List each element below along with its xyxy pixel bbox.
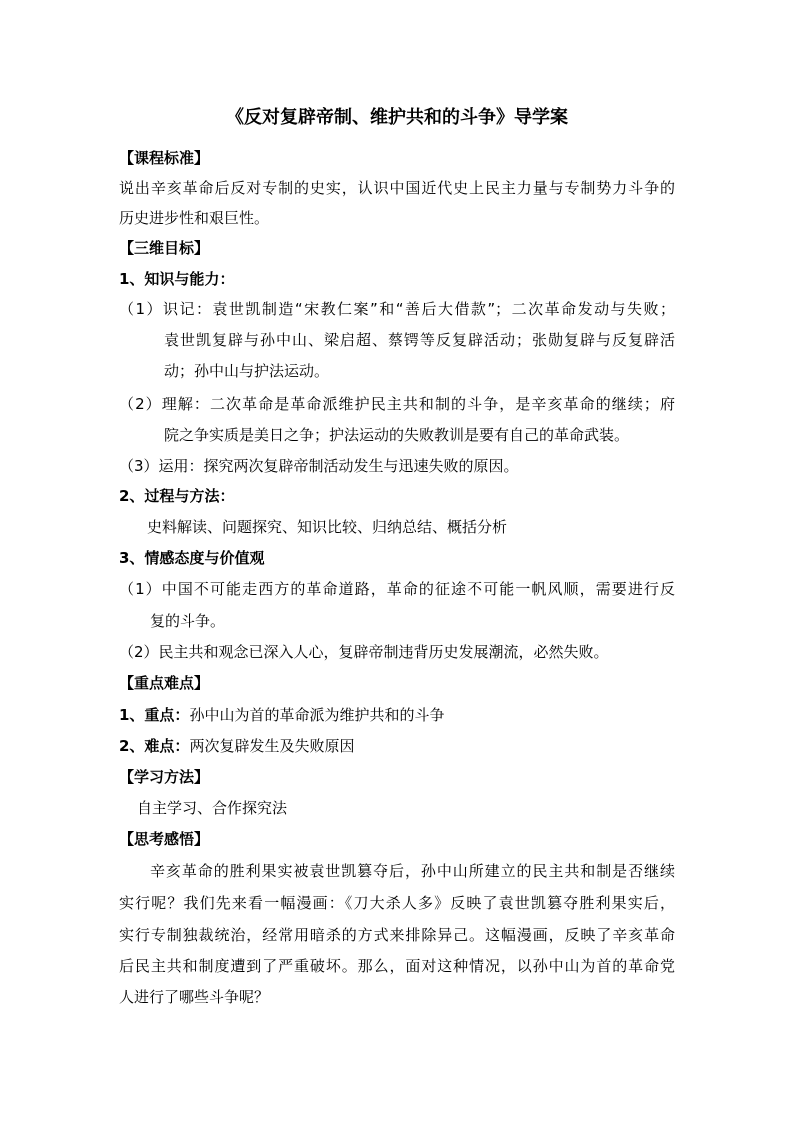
section-heading-standard: 【课程标准】 (119, 149, 210, 167)
difficulty-label: 2、难点： (119, 737, 190, 755)
standard-text-line: 历史进步性和艰巨性。 (119, 209, 270, 227)
goal-item-text: 复的斗争。 (150, 612, 226, 630)
goal-heading-process: 2、过程与方法： (119, 487, 235, 505)
process-methods-text: 史料解读、问题探究、知识比较、归纳总结、概括分析 (147, 518, 508, 536)
reflect-paragraph-line: 辛亥革命的胜利果实被袁世凯篡夺后，孙中山所建立的民主共和制是否继续 (150, 862, 675, 880)
section-heading-goals: 【三维目标】 (119, 239, 210, 257)
goal-item-text: （2）理解：二次革命是革命派维护民主共和制的斗争，是辛亥革命的继续；府 (119, 395, 675, 413)
reflect-paragraph-line: 后民主共和制度遭到了严重破坏。那么，面对这种情况，以孙中山为首的革命党 (119, 957, 675, 975)
section-heading-keys: 【重点难点】 (119, 674, 210, 692)
reflect-paragraph-line: 实行呢？我们先来看一幅漫画：《刀大杀人多》反映了袁世凯篡夺胜利果实后， (119, 894, 675, 912)
standard-text-line: 说出辛亥革命后反对专制的史实，认识中国近代史上民主力量与专制势力斗争的 (119, 179, 675, 197)
key-point-line (119, 705, 444, 725)
goal-heading-emotion: 3、情感态度与价值观 (119, 549, 265, 567)
goal-heading-knowledge: 1、知识与能力： (119, 270, 235, 288)
goal-item-text: 动；孙中山与护法运动。 (164, 362, 330, 380)
goal-item-text: 院之争实质是美日之争；护法运动的失败教训是要有自己的革命武装。 (164, 426, 630, 444)
goal-item-text: （2）民主共和观念已深入人心，复辟帝制违背历史发展潮流，必然失败。 (119, 643, 609, 661)
method-text: 自主学习、合作探究法 (137, 799, 288, 817)
goal-item-text: （3）运用：探究两次复辟帝制活动发生与迅速失败的原因。 (119, 457, 519, 475)
goal-item-text: （1）识记：袁世凯制造“宋教仁案”和“善后大借款”；二次革命发动与失败； (119, 300, 675, 318)
key-point-text: 孙中山为首的革命派为维护共和的斗争 (189, 706, 445, 724)
reflect-paragraph-line: 人进行了哪些斗争呢？ (119, 988, 270, 1006)
goal-item-text: 袁世凯复辟与孙中山、梁启超、蔡锷等反复辟活动；张勋复辟与反复辟活 (164, 331, 675, 349)
difficulty-line (119, 736, 354, 756)
difficulty-text: 两次复辟发生及失败原因 (189, 737, 355, 755)
section-heading-reflect: 【思考感悟】 (119, 830, 210, 848)
key-point-label: 1、重点： (119, 706, 190, 724)
section-heading-method: 【学习方法】 (119, 768, 210, 786)
goal-item-text: （1）中国不可能走西方的革命道路，革命的征途不可能一帆风顺，需要进行反 (119, 580, 675, 598)
reflect-paragraph-line: 实行专制独裁统治，经常用暗杀的方式来排除异己。这幅漫画，反映了辛亥革命 (119, 926, 675, 944)
page-title: 《反对复辟帝制、维护共和的斗争》导学案 (226, 107, 568, 128)
